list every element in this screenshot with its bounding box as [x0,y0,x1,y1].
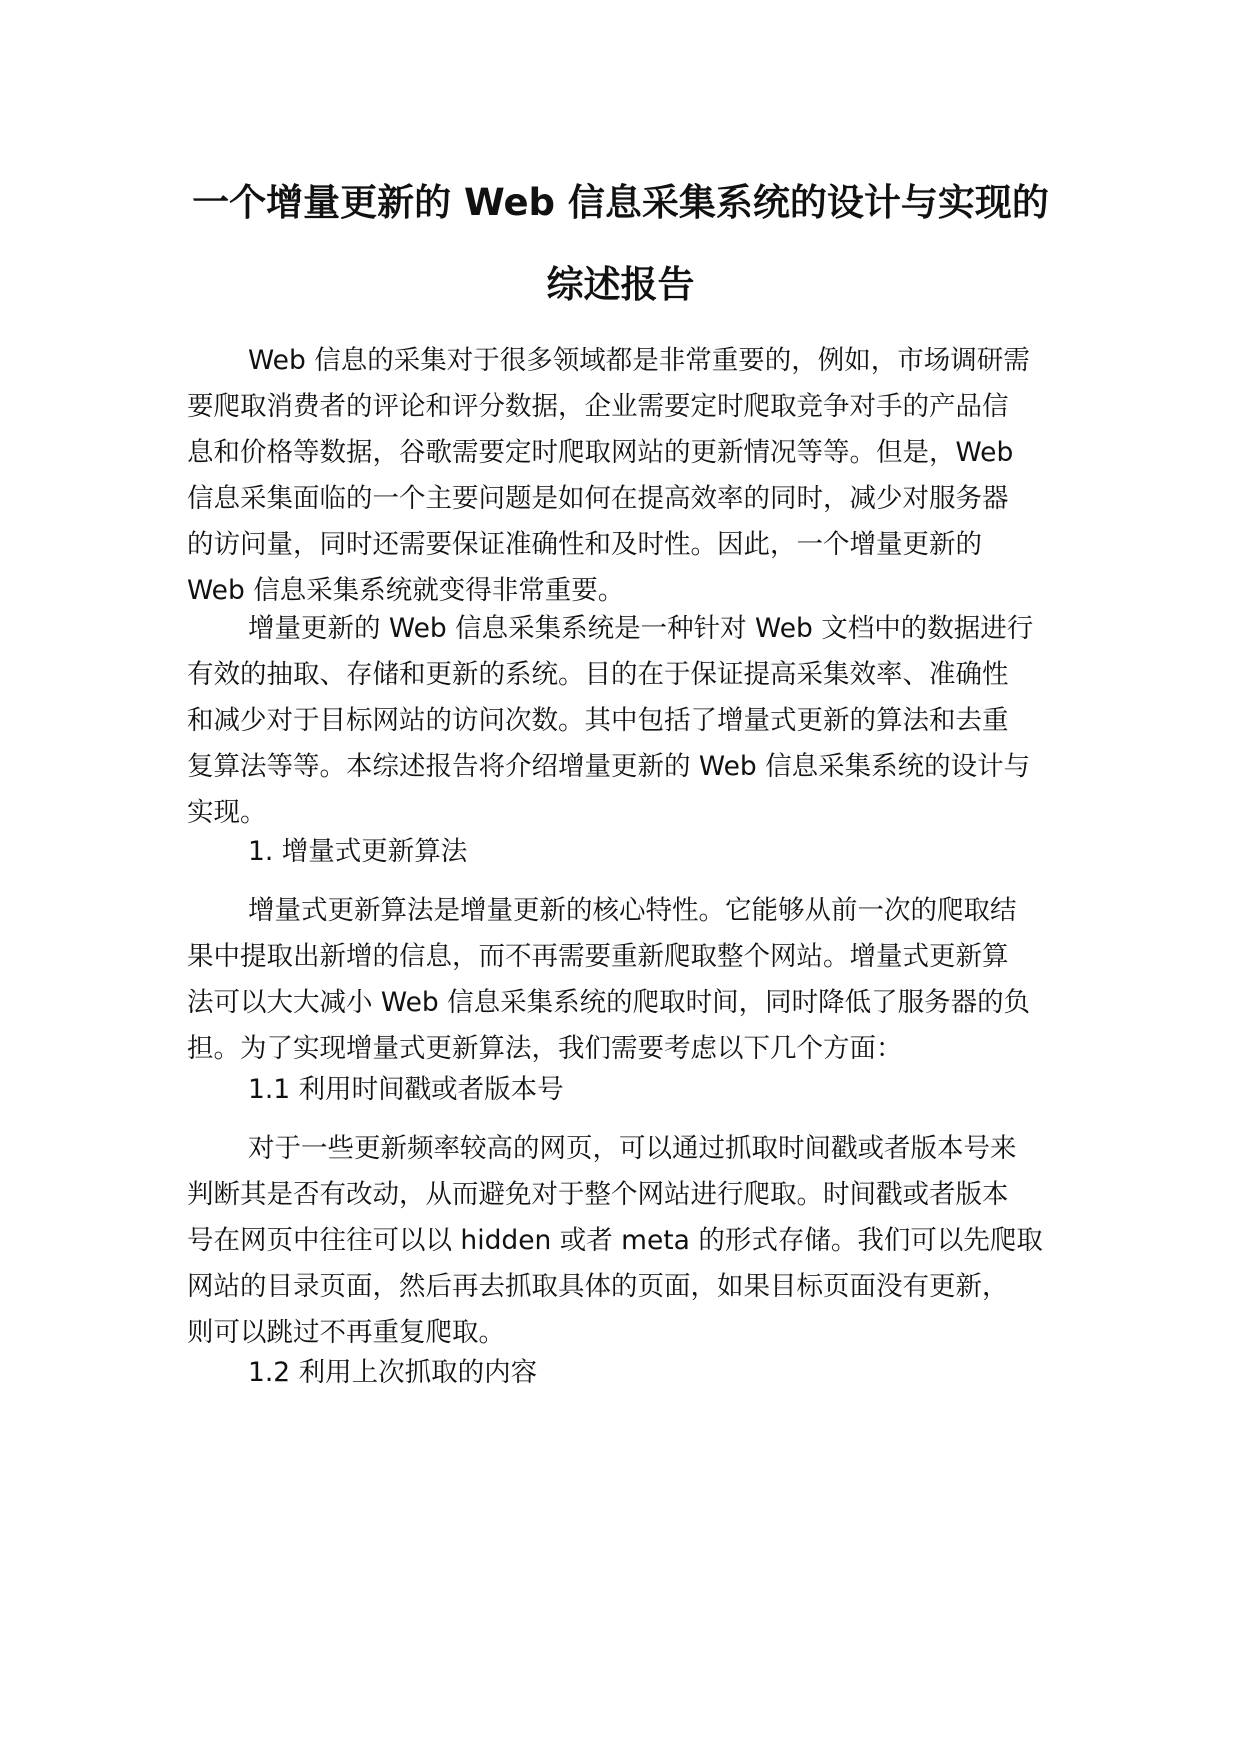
paragraph-line: 增量式更新算法是增量更新的核心特性。它能够从前一次的爬取结 [248,895,1017,926]
paragraph-line: Web 信息采集系统就变得非常重要。 [187,575,625,606]
paragraph-line: 有效的抽取、存储和更新的系统。目的在于保证提高采集效率、准确性 [187,659,1009,690]
paragraph-line: 实现。 [187,797,267,828]
paragraph-line: 息和价格等数据，谷歌需要定时爬取网站的更新情况等等。但是，Web [187,437,1014,468]
paragraph-line: 和减少对于目标网站的访问次数。其中包括了增量式更新的算法和去重 [187,705,1009,736]
paragraph-line: 复算法等等。本综述报告将介绍增量更新的 Web 信息采集系统的设计与 [187,751,1031,782]
paragraph-overview [187,606,1055,836]
paragraph-line: 则可以跳过不再重复爬取。 [187,1317,505,1348]
paragraph-line: 增量更新的 Web 信息采集系统是一种针对 Web 文档中的数据进行 [248,613,1034,644]
section-heading: 1. 增量式更新算法 [248,836,468,867]
paragraph-line: 担。为了实现增量式更新算法，我们需要考虑以下几个方面： [187,1033,903,1064]
paragraph-line: 网站的目录页面，然后再去抓取具体的页面，如果目标页面没有更新， [187,1271,1009,1302]
paragraph-line: 信息采集面临的一个主要问题是如何在提高效率的同时，减少对服务器 [187,483,1009,514]
paragraph-line: 号在网页中往往可以以 hidden 或者 meta 的形式存储。我们可以先爬取 [187,1225,1043,1256]
paragraph-line: 的访问量，同时还需要保证准确性和及时性。因此，一个增量更新的 [187,529,982,560]
document-title-line-1: 一个增量更新的 Web 信息采集系统的设计与实现的 [192,181,1049,224]
paragraph-line: 对于一些更新频率较高的网页，可以通过抓取时间戳或者版本号来 [248,1133,1017,1164]
subsection-heading: 1.1 利用时间戳或者版本号 [248,1074,564,1105]
paragraph-intro [187,338,1055,614]
paragraph-line: 法可以大大减小 Web 信息采集系统的爬取时间，同时降低了服务器的负 [187,987,1031,1018]
paragraph-incremental-algorithm [187,888,1055,1072]
paragraph-timestamp [187,1126,1055,1356]
paragraph-line: 果中提取出新增的信息，而不再需要重新爬取整个网站。增量式更新算 [187,941,1009,972]
paragraph-line: 要爬取消费者的评论和评分数据，企业需要定时爬取竞争对手的产品信 [187,391,1009,422]
document-title-line-2: 综述报告 [546,263,695,306]
paragraph-line: 判断其是否有改动，从而避免对于整个网站进行爬取。时间戳或者版本 [187,1179,1009,1210]
subsection-heading: 1.2 利用上次抓取的内容 [248,1357,538,1388]
paragraph-line: Web 信息的采集对于很多领域都是非常重要的，例如，市场调研需 [248,345,1030,376]
